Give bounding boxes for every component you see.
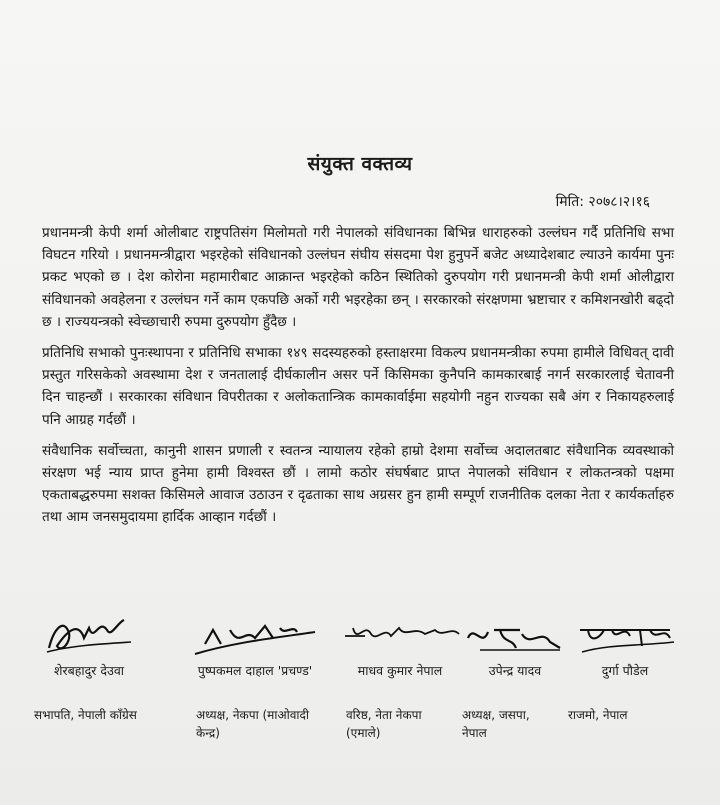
role-line: केन्द्र) <box>196 726 220 740</box>
paragraph: संवैधानिक सर्वोच्चता, कानुनी शासन प्रणाली र स्वतन्त्र न्यायालय रहेको हाम्रो देशमा सर्वोच्च अदालतबाट संवैधानिक व्यवस्थाको संरक्षण भई न्याय प्राप्त हुनेमा हामी विश्वस्त छौं । लामो कठोर संघर्षबाट प्राप्त नेपालको संविधान र लोकतन्त्रको पक्षमा एकताबद्धरुपमा सशक्त किसिमले आवाज उठाउन र दृढताका साथ अग्रसर हुन हामी सम्पूर्ण राजनीतिक दलका नेता र कार्यकर्ताहरु तथा आम जनसमुदायमा हार्दिक आव्हान गर्दछौं । <box>42 442 674 526</box>
signature-4 <box>460 608 570 679</box>
signatory-role <box>346 706 422 742</box>
role-line: अध्यक्ष, नेकपा (माओवादी <box>196 708 309 722</box>
role-line: अध्यक्ष, जसपा, <box>462 708 530 722</box>
paragraph: प्रधानमन्त्री केपी शर्मा ओलीबाट राष्ट्रपतिसंग मिलोमतो गरी नेपालको संविधानका बिभिन्न धाराहरुको उल्लंघन गर्दै प्रतिनिधि सभा विघटन गरियो । प्रधानमन्त्रीद्वारा भइरहेको संविधानको उल्लंघन संघीय संसदमा पेश हुनुपर्ने बजेट अध्यादेशबाट ल्याउने कार्यमा पुनः प्रकट भएको छ । देश कोरोना महामारीबाट आक्रान्त भइरहेको कठिन स्थितिको दुरुपयोग गरी प्रधानमन्त्री केपी शर्मा ओलीद्वारा संविधानको अवहेलना र उल्लंघन गर्ने काम एकपछि अर्को गरी भइरहेका छन् । सरकारको संरक्षणमा भ्रष्टाचार र कमिशनखोरी बढ्दो छ । राज्ययन्त्रको स्वेच्छाचारी रुपमा दुरुपयोग हुँदैछ । <box>42 225 674 330</box>
signature-block <box>30 595 680 685</box>
handwritten-signature-icon <box>570 608 680 660</box>
signatory-name: उपेन्द्र यादव <box>488 663 542 678</box>
handwritten-signature-icon <box>185 608 325 660</box>
signatory-role <box>34 706 137 724</box>
statement-body <box>42 222 674 538</box>
signature-2 <box>180 608 330 679</box>
signatory-roles <box>30 706 680 756</box>
signatory-name: शेरबहादुर देउवा <box>53 663 125 678</box>
signatory-name: दुर्गा पौडेल <box>601 663 649 678</box>
role-line: नेपाल <box>462 726 487 740</box>
paragraph: प्रतिनिधि सभाको पुनःस्थापना र प्रतिनिधि सभाका १४९ सदस्यहरुको हस्ताक्षरमा विकल्प प्रधानमन्त्रीका रुपमा हामीले विधिवत् दावी प्रस्तुत गरिसकेको अवस्थामा देश र जनतालाई दीर्घकालीन असर पर्ने किसिमका कुनैपनि कामकारबाई नगर्न सरकारलाई चेतावनी दिन चाहन्छौं । सरकारका संविधान विपरीतका र अलोकतान्त्रिक कामकार्वाईमा सहयोगी नहुन राज्यका सबै अंग र निकायहरुलाई पनि आग्रह गर्दछौं । <box>42 345 674 428</box>
role-line: राजमो, नेपाल <box>568 708 628 722</box>
signatory-name: पुष्पकमल दाहाल 'प्रचण्ड' <box>197 663 313 678</box>
signature-5 <box>570 608 680 679</box>
role-line: वरिष्ठ, नेता नेकपा <box>346 708 422 722</box>
signatory-role <box>462 706 530 742</box>
handwritten-signature-icon <box>460 608 570 660</box>
role-line: (एमाले) <box>346 726 381 740</box>
handwritten-signature-icon <box>335 608 465 660</box>
signature-1 <box>34 608 144 679</box>
role-line: सभापति, नेपाली काँग्रेस <box>34 708 137 722</box>
document-title: संयुक्त वक्तव्य <box>307 153 413 175</box>
document-date: मिति: २०७८।२।१६ <box>555 194 650 210</box>
signatory-name: माधव कुमार नेपाल <box>357 663 443 678</box>
signatory-role <box>196 706 309 742</box>
handwritten-signature-icon <box>39 608 139 660</box>
signature-3 <box>330 608 470 679</box>
signatory-role <box>568 706 628 724</box>
